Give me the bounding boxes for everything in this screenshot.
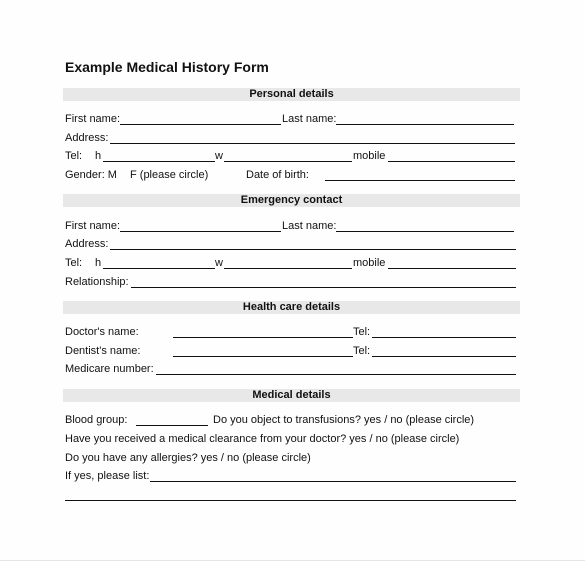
date-of-birth-field[interactable] <box>325 180 515 181</box>
emergency-tel-home-field[interactable] <box>103 268 215 269</box>
dentist-tel-field[interactable] <box>372 356 516 357</box>
tel-home-field[interactable] <box>103 161 215 162</box>
label-mobile: mobile <box>353 150 386 162</box>
form-title: Example Medical History Form <box>65 59 269 75</box>
label-emergency-mobile: mobile <box>353 257 386 269</box>
label-blood-group: Blood group: <box>65 414 128 426</box>
allergies-question: Do you have any allergies? yes / no (please circle) <box>65 452 311 464</box>
gender-female-option: F (please circle) <box>130 169 209 181</box>
section-header-emergency: Emergency contact <box>63 194 520 207</box>
label-emergency-tel-work: w <box>215 257 223 269</box>
section-header-personal: Personal details <box>63 88 520 101</box>
medicare-number-field[interactable] <box>156 374 516 375</box>
label-tel-work: w <box>215 150 223 162</box>
relationship-field[interactable] <box>131 287 516 288</box>
label-emergency-last-name: Last name: <box>282 220 337 232</box>
mobile-field[interactable] <box>388 161 515 162</box>
doctor-tel-field[interactable] <box>372 337 516 338</box>
label-relationship: Relationship: <box>65 276 129 288</box>
label-gender: Gender: M <box>65 169 117 181</box>
allergies-list-field-2[interactable] <box>65 500 516 501</box>
label-emergency-first-name: First name: <box>65 220 121 232</box>
label-emergency-tel-home: h <box>95 257 102 269</box>
label-tel: Tel: <box>65 150 83 162</box>
tel-work-field[interactable] <box>224 161 352 162</box>
label-doctor-name: Doctor's name: <box>65 326 139 338</box>
label-emergency-address: Address: <box>65 238 109 250</box>
label-doctor-tel: Tel: <box>353 326 371 338</box>
label-dentist-name: Dentist's name: <box>65 345 141 357</box>
transfusion-question: Do you object to transfusions? yes / no (please circle) <box>213 414 475 426</box>
label-dentist-tel: Tel: <box>353 345 371 357</box>
emergency-last-name-field[interactable] <box>336 231 514 232</box>
dentist-name-field[interactable] <box>173 356 353 357</box>
label-emergency-tel: Tel: <box>65 257 83 269</box>
label-address: Address: <box>65 132 109 144</box>
blood-group-field[interactable] <box>136 425 208 426</box>
label-medicare-number: Medicare number: <box>65 363 154 375</box>
address-field[interactable] <box>110 143 515 144</box>
emergency-first-name-field[interactable] <box>120 231 281 232</box>
label-last-name: Last name: <box>282 113 337 125</box>
allergies-list-field-1[interactable] <box>150 481 516 482</box>
emergency-tel-work-field[interactable] <box>224 268 352 269</box>
label-allergies-list: If yes, please list: <box>65 470 150 482</box>
label-tel-home: h <box>95 150 102 162</box>
clearance-question: Have you received a medical clearance from your doctor? yes / no (please circle) <box>65 433 460 445</box>
doctor-name-field[interactable] <box>173 337 353 338</box>
label-first-name: First name: <box>65 113 121 125</box>
first-name-field[interactable] <box>120 124 281 125</box>
label-date-of-birth: Date of birth: <box>246 169 309 181</box>
section-header-health-care: Health care details <box>63 301 520 314</box>
emergency-mobile-field[interactable] <box>388 268 516 269</box>
emergency-address-field[interactable] <box>110 249 516 250</box>
last-name-field[interactable] <box>336 124 514 125</box>
section-header-medical: Medical details <box>63 389 520 402</box>
